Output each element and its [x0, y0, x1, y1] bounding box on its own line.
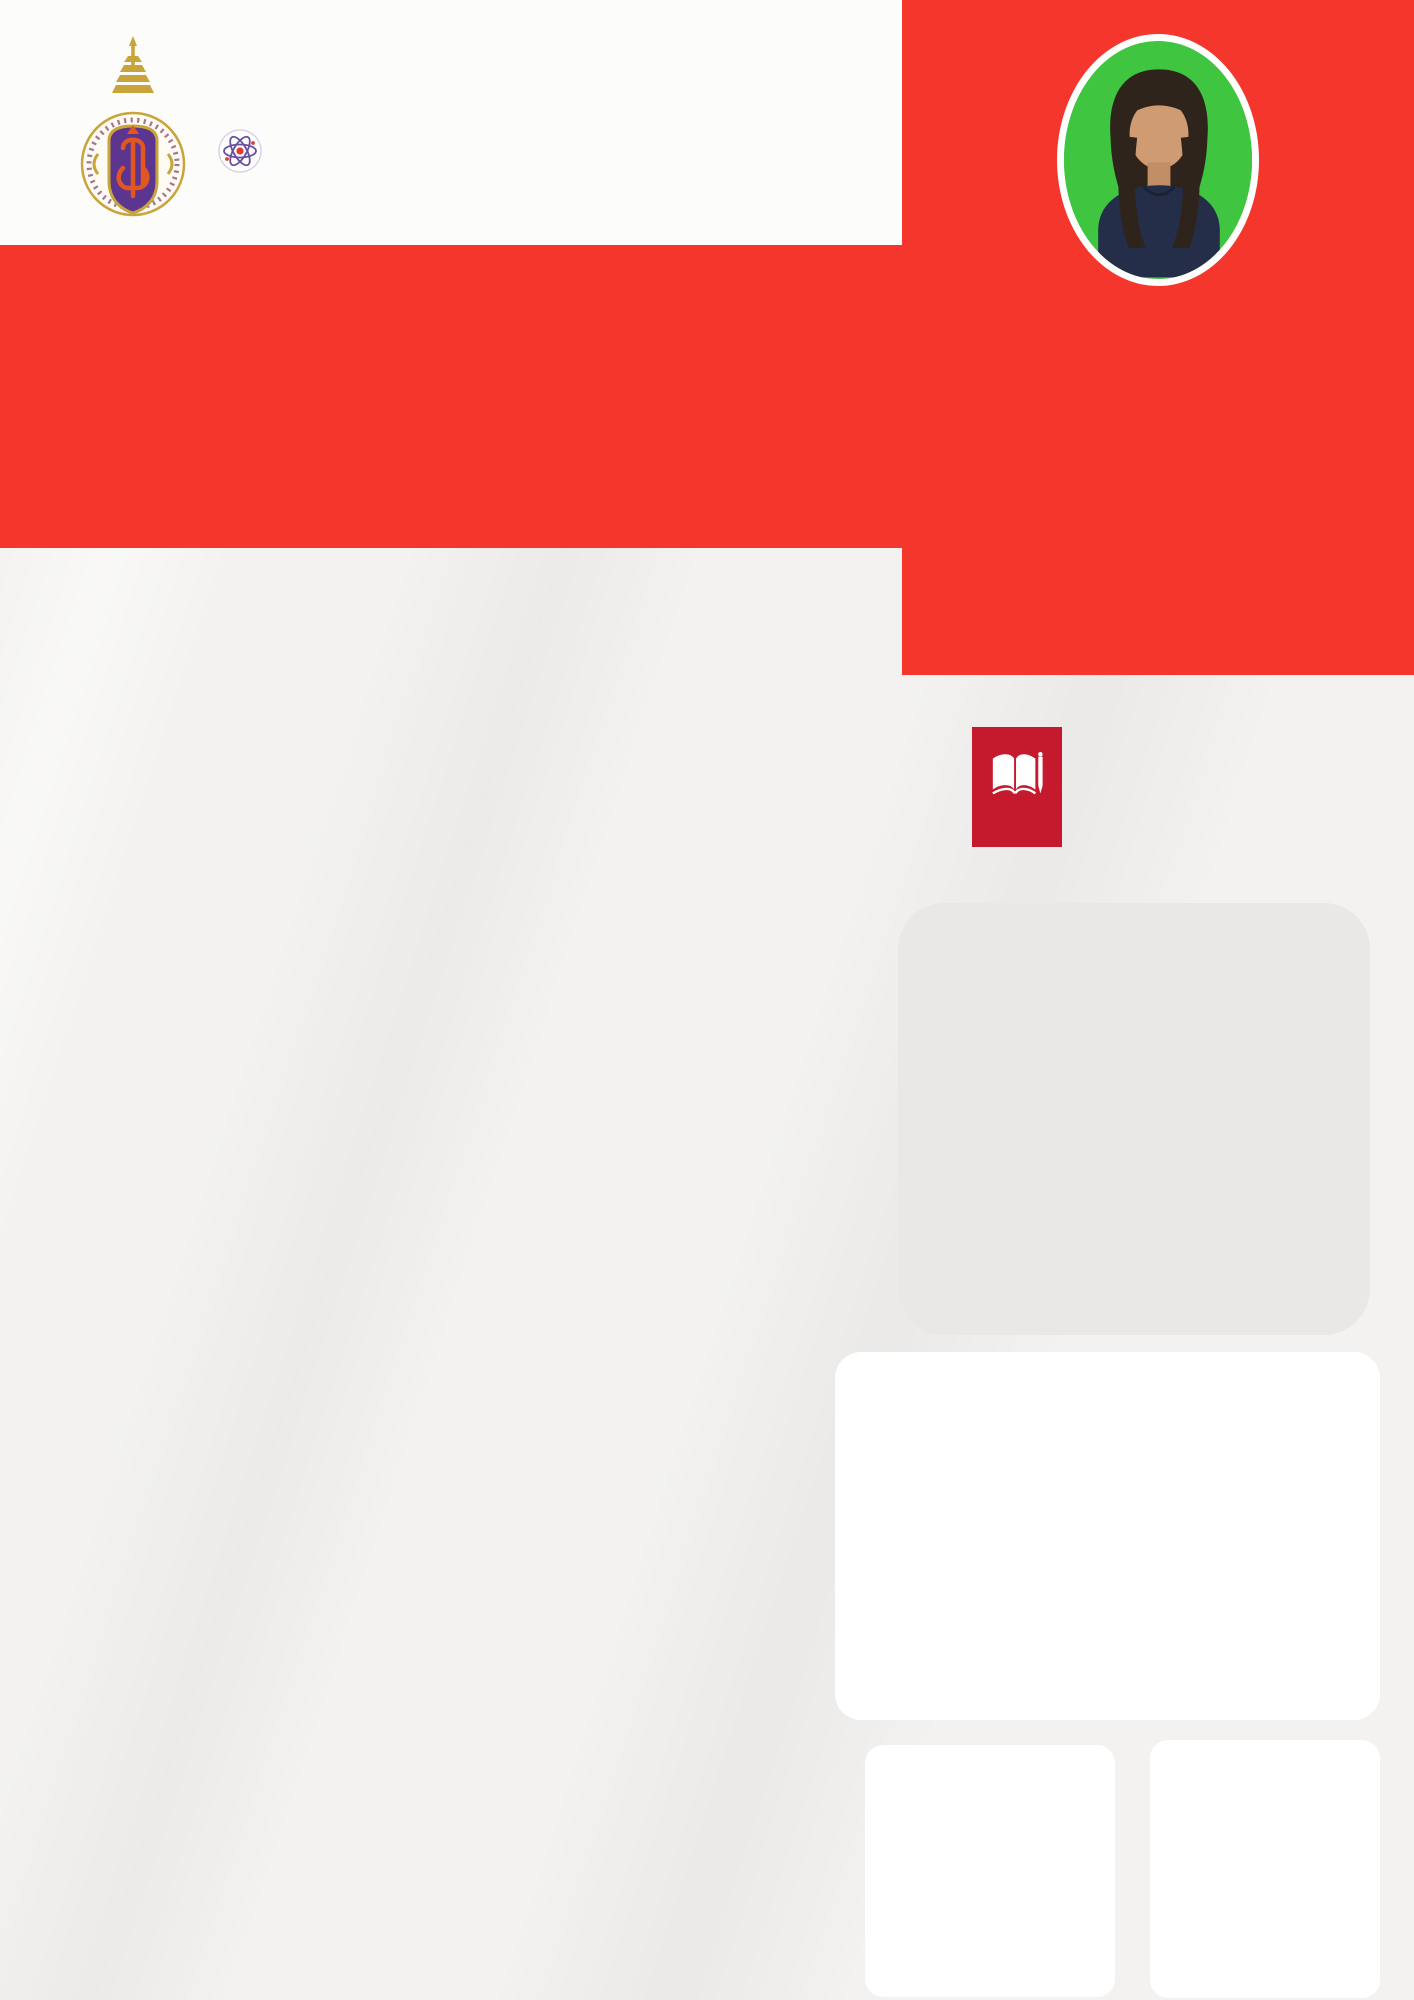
- profile-photo: [1057, 34, 1259, 286]
- header-logo-area: [0, 0, 902, 245]
- sdg4-quality-education-badge: [972, 727, 1062, 847]
- book-pencil-icon: [988, 750, 1046, 802]
- sdg-wheel-icon: [848, 718, 970, 840]
- university-emblem: [78, 36, 188, 241]
- title-banner: [0, 245, 902, 548]
- manhattan-plot-figure: [865, 1745, 1115, 1997]
- contact-info-card: [898, 903, 1370, 1335]
- gene-network-figure: [835, 1352, 1380, 1720]
- atom-icon: [217, 128, 263, 174]
- density-plot-figure: [1150, 1740, 1380, 1998]
- profile-panel: [902, 0, 1414, 675]
- sciwu-logo: [214, 120, 265, 186]
